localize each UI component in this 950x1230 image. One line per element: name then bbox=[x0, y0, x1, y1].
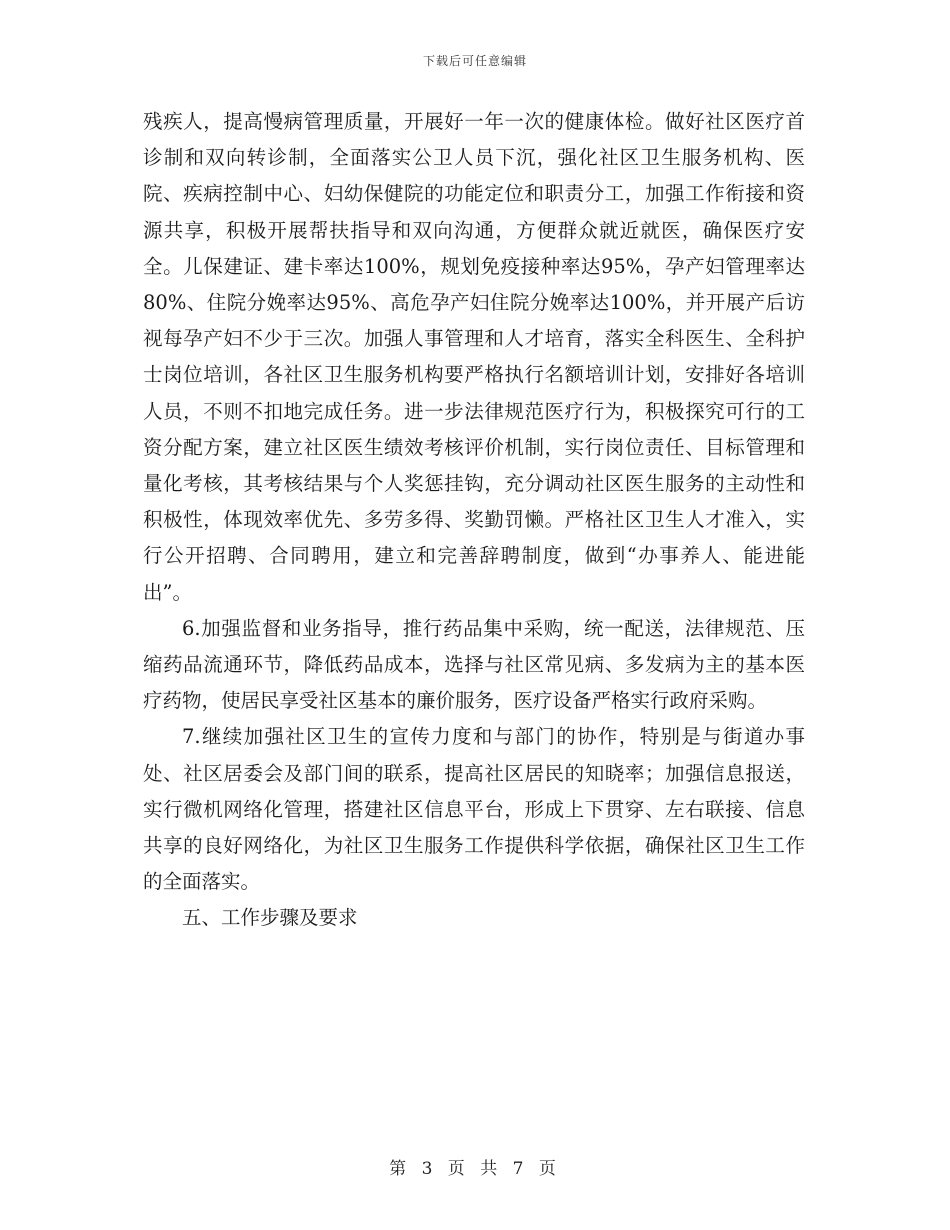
paragraph-item-6: 6.加强监督和业务指导，推行药品集中采购，统一配送，法律规范、压缩药品流通环节，降低药品成本，选择与社区常见病、多发病为主的基本医疗药物，使居民享受社区基本的廉价服务，医疗设备严格实行政府采购。 bbox=[143, 616, 805, 713]
page-header-note: 下载后可任意编辑 bbox=[422, 54, 527, 68]
paragraph-item-7: 7.继续加强社区卫生的宣传力度和与部门的协作，特别是与街道办事处、社区居委会及部门间的联系，提高社区居民的知晓率；加强信息报送，实行微机网络化管理，搭建社区信息平台，形成上下贯穿、左右联接、信息共享的良好网络化，为社区卫生服务工作提供科学依据，确保社区卫生工作的全面落实。 bbox=[143, 725, 805, 894]
document-body bbox=[143, 104, 805, 937]
page-number-footer: 第 3 页 共 7 页 bbox=[389, 1159, 561, 1179]
section-heading-steps: 五、工作步骤及要求 bbox=[182, 906, 358, 930]
paragraph-continuation: 残疾人，提高慢病管理质量，开展好一年一次的健康体检。做好社区医疗首诊制和双向转诊制，全面落实公卫人员下沉，强化社区卫生服务机构、医院、疾病控制中心、妇幼保健院的功能定位和职责分工，加强工作衔接和资源共享，积极开展帮扶指导和双向沟通，方便群众就近就医，确保医疗安全。儿保建证、建卡率达100%，规划免疫接种率达95%，孕产妇管理率达80%、住院分娩率达95%、高危孕产妇住院分娩率达100%，并开展产后访视每孕产妇不少于三次。加强人事管理和人才培育，落实全科医生、全科护士岗位培训，各社区卫生服务机构要严格执行名额培训计划，安排好各培训人员，不则不扣地完成任务。进一步法律规范医疗行为，积极探究可行的工资分配方案，建立社区医生绩效考核评价机制，实行岗位责任、目标管理和量化考核，其考核结果与个人奖惩挂钩，充分调动社区医生服务的主动性和积极性，体现效率优先、多劳多得、奖勤罚懒。严格社区卫生人才准入，实行公开招聘、合同聘用，建立和完善辞聘制度，做到“办事养人、能进能出”。 bbox=[143, 110, 805, 604]
